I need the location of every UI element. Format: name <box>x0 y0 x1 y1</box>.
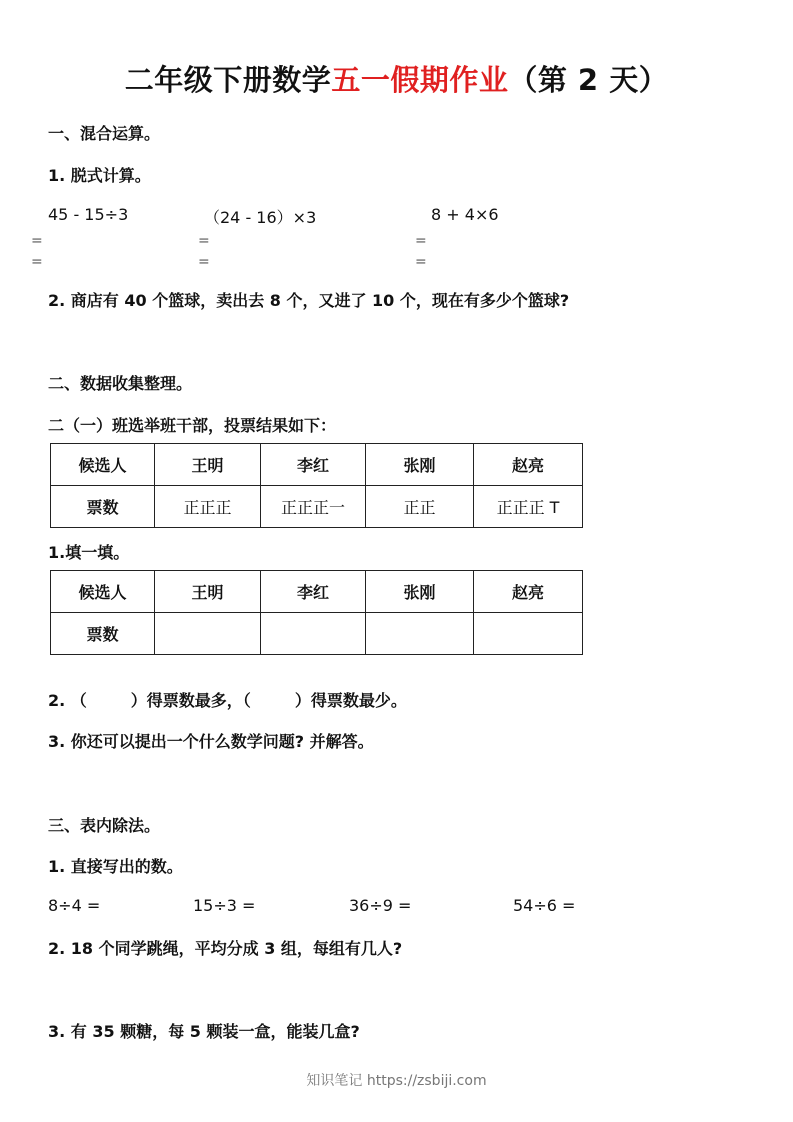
section3-heading: 三、表内除法。 <box>48 816 161 835</box>
table-cell: 正正正一 <box>261 486 366 528</box>
table-cell: 王明 <box>155 571 261 613</box>
table-cell: 王明 <box>155 444 261 486</box>
table-cell: 赵亮 <box>474 571 583 613</box>
section2-heading: 二、数据收集整理。 <box>48 374 193 393</box>
answer-cell[interactable] <box>261 613 366 655</box>
section3-q3: 3. 有 35 颗糖，每 5 颗装一盒，能装几盒? <box>48 1022 360 1041</box>
eq-sign: = <box>198 233 210 249</box>
eq-sign: = <box>31 254 43 270</box>
division-item: 36÷9 = <box>349 896 412 915</box>
section1-heading: 一、混合运算。 <box>48 124 161 143</box>
answer-cell[interactable] <box>366 613 474 655</box>
table-cell: 票数 <box>51 486 155 528</box>
section2-q2 <box>48 688 407 711</box>
table-cell: 张刚 <box>366 571 474 613</box>
eq-sign: = <box>198 254 210 270</box>
table-cell: 正正正 <box>155 486 261 528</box>
section3-q1-label: 1. 直接写出的数。 <box>48 857 183 876</box>
section1-q1-label: 1. 脱式计算。 <box>48 166 151 185</box>
section2-q3: 3. 你还可以提出一个什么数学问题? 并解答。 <box>48 732 374 751</box>
eq-sign: = <box>31 233 43 249</box>
table-cell: 正正 <box>366 486 474 528</box>
eq-sign: = <box>415 254 427 270</box>
section3-q2: 2. 18 个同学跳绳，平均分成 3 组，每组有几人? <box>48 939 403 958</box>
title-highlight: 五一假期作业 <box>331 63 509 97</box>
division-item: 54÷6 = <box>513 896 576 915</box>
table-cell: 张刚 <box>366 444 474 486</box>
table-cell: 李红 <box>261 571 366 613</box>
division-item: 8÷4 = <box>48 896 101 915</box>
table-cell: 候选人 <box>51 571 155 613</box>
q2-part-2: ）得票数最多，（ <box>130 691 251 710</box>
table-row <box>51 444 583 486</box>
table-cell: 李红 <box>261 444 366 486</box>
section2-q1-label: 1.填一填。 <box>48 543 130 562</box>
table-cell: 票数 <box>51 613 155 655</box>
section2-sub: 二（一）班选举班干部，投票结果如下： <box>48 416 337 435</box>
answer-cell[interactable] <box>155 613 261 655</box>
page-title <box>0 58 793 99</box>
table-cell: 候选人 <box>51 444 155 486</box>
title-suffix: （第 2 天） <box>508 63 669 97</box>
expr-3: 8 + 4×6 <box>431 205 499 224</box>
expr-1: 45 - 15÷3 <box>48 205 129 224</box>
answer-cell[interactable] <box>474 613 583 655</box>
q2-part-3: ）得票数最少。 <box>294 691 407 710</box>
table-row <box>51 613 583 655</box>
table-row <box>51 571 583 613</box>
title-main: 二年级下册数学 <box>124 63 332 97</box>
expr-2: （24 - 16）×3 <box>204 208 317 227</box>
section1-q2: 2. 商店有 40 个篮球，卖出去 8 个，又进了 10 个，现在有多少个篮球? <box>48 291 570 310</box>
vote-tally-table <box>50 443 583 528</box>
division-item: 15÷3 = <box>193 896 256 915</box>
q2-part-1: 2. （ <box>48 691 87 710</box>
table-cell: 赵亮 <box>474 444 583 486</box>
table-cell: 正正正 T <box>474 486 583 528</box>
table-row <box>51 486 583 528</box>
footer-watermark: 知识笔记 https://zsbiji.com <box>306 1073 487 1089</box>
vote-fill-table <box>50 570 583 655</box>
eq-sign: = <box>415 233 427 249</box>
